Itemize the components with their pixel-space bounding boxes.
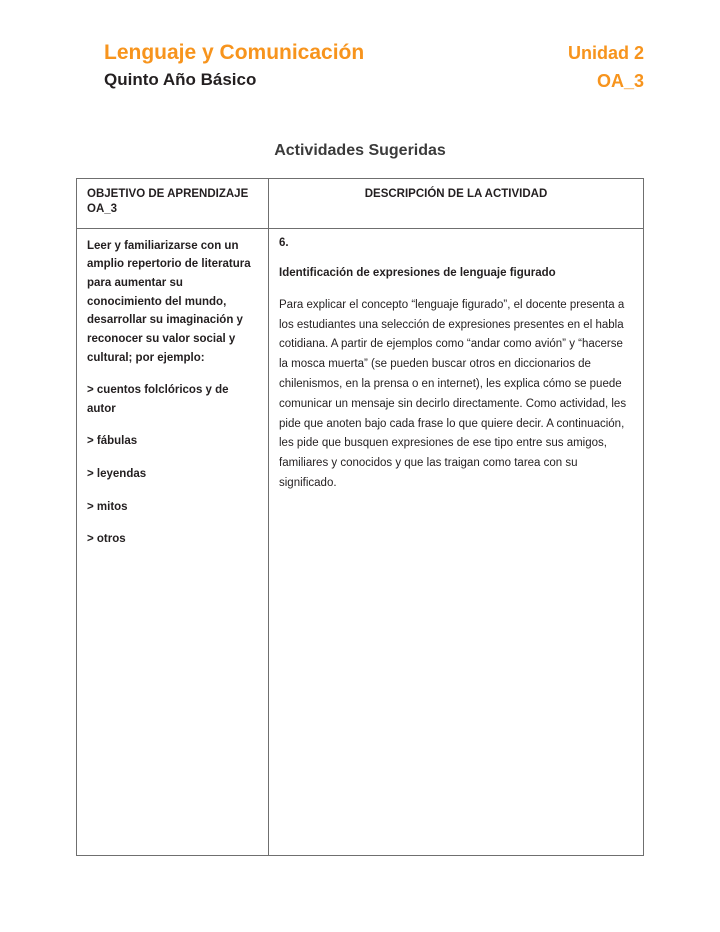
description-column-header: DESCRIPCIÓN DE LA ACTIVIDAD <box>269 178 644 228</box>
unit-label: Unidad 2 <box>567 43 644 63</box>
header-right-block <box>568 40 644 94</box>
activity-table <box>76 178 644 856</box>
list-item: > cuentos folclóricos y de autor <box>87 384 229 415</box>
header-left-block <box>104 40 364 92</box>
activity-body: Para explicar el concepto “lenguaje figurado”, el docente presenta a los estudiantes una selección de expresiones presentes en el habla cotidiana. A partir de ejemplos como “andar como avión” y “hacerse la mosca muerta” (se pueden buscar otros en diccionarios de chilenismos, en la prensa o en internet), les explica cómo se puede comunicar un mensaje sin decirlo directamente. Como actividad, les pide que anoten bajo cada frase lo que quiere decir. A continuación, les pide que busquen expresiones de ese tipo entre sus amigos, familiares y conocidos y que las traigan como tarea con su significado. <box>279 298 627 489</box>
description-cell <box>269 228 644 855</box>
oa-label: OA_3 <box>596 71 644 92</box>
objective-column-header: OBJETIVO DE APRENDIZAJE OA_3 <box>77 178 269 228</box>
list-item: > mitos <box>87 500 128 513</box>
table-header-row <box>77 178 644 228</box>
objective-cell <box>77 228 269 855</box>
subject-title: Lenguaje y Comunicación <box>104 41 365 64</box>
activity-heading: Identificación de expresiones de lenguaje figurado <box>279 266 556 279</box>
activity-number: 6. <box>279 236 289 249</box>
section-title: Actividades Sugeridas <box>274 141 446 159</box>
objective-list <box>87 381 258 549</box>
document-header <box>0 0 720 94</box>
grade-title: Quinto Año Básico <box>104 70 257 90</box>
table-content-row <box>77 228 644 855</box>
objective-paragraph: Leer y familiarizarse con un amplio repertorio de literatura para aumentar su conocimiento del mundo, desarrollar su imaginación y reconocer su valor social y cultural; por ejemplo: <box>87 239 251 364</box>
activity-table-wrapper <box>76 178 644 856</box>
list-item: > leyendas <box>87 468 147 481</box>
list-item: > otros <box>87 533 126 546</box>
list-item: > fábulas <box>87 435 138 448</box>
